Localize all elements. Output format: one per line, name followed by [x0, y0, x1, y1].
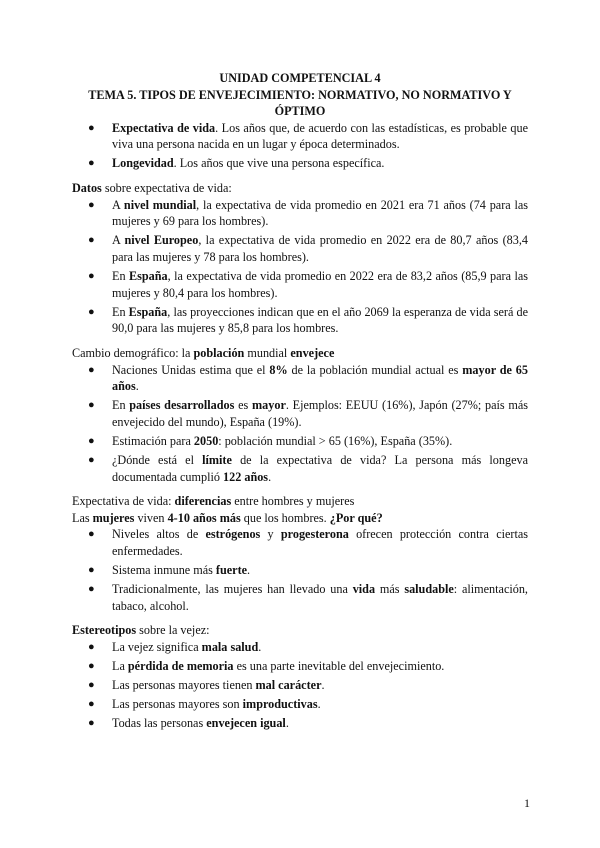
list-item: ● La pérdida de memoria es una parte inevitable del envejecimiento. — [88, 659, 445, 673]
datos-list — [72, 197, 528, 337]
list-item: ● A nivel mundial, la expectativa de vida promedio en 2021 era 71 años (74 para las mujeres y 69 para los hombres). — [88, 197, 528, 229]
term: Longevidad — [112, 156, 174, 171]
bullet-icon: ● — [88, 564, 95, 577]
bullet-icon: ● — [88, 157, 95, 170]
bullet-icon: ● — [88, 270, 95, 283]
bullet-icon: ● — [88, 583, 95, 596]
bullet-icon: ● — [88, 717, 95, 730]
page-number: 1 — [524, 796, 530, 810]
bullet-icon: ● — [88, 363, 95, 376]
list-item: ● Todas las personas envejecen igual. — [88, 716, 289, 731]
list-item: ● A nivel Europeo, la expectativa de vida promedio en 2022 era de 80,7 años (83,4 para las mujeres y 78 para los hombres). — [88, 233, 528, 264]
bullet-icon: ● — [88, 305, 95, 318]
stereotypes-heading: Estereotipos sobre la vejez: — [72, 623, 210, 638]
bullet-icon: ● — [88, 640, 95, 653]
term: Expectativa de vida — [112, 120, 216, 135]
bullet-icon: ● — [88, 198, 95, 211]
list-item: ● Tradicionalmente, las mujeres han llevado una vida más saludable: alimentación, tabaco, alcohol. — [88, 582, 528, 613]
list-item: ● Las personas mayores son improductivas. — [88, 697, 321, 712]
list-item: ● La vejez significa mala salud. — [88, 639, 262, 654]
bullet-icon: ● — [88, 660, 95, 672]
stereotypes-list — [72, 639, 528, 732]
list-item: ● Longevidad. Los años que vive una persona específica. — [88, 156, 385, 171]
page-content — [72, 70, 528, 734]
list-item: ● En España, la expectativa de vida promedio en 2022 era de 83,2 años (85,9 para las mujeres y 80,4 para los hombres). — [88, 269, 528, 300]
topic-title: TEMA 5. TIPOS DE ENVEJECIMIENTO: NORMATIVO, NO NORMATIVO Y — [88, 87, 512, 102]
bullet-icon: ● — [88, 698, 95, 711]
list-item: ● En países desarrollados es mayor. Ejemplos: EEUU (16%), Japón (27%; país más envejecido del mundo), España (19%). — [88, 398, 528, 429]
list-item: ● Niveles altos de estrógenos y progesterona ofrecen protección contra ciertas enfermedades. — [88, 527, 528, 558]
list-item: ● Expectativa de vida. Los años que, de acuerdo con las estadísticas, es probable que viva una persona nacida en un lugar y época determinados. — [88, 120, 528, 152]
list-item: ● Naciones Unidas estima que el 8% de la población mundial actual es mayor de 65 años. — [88, 362, 528, 394]
unit-title: UNIDAD COMPETENCIAL 4 — [219, 71, 381, 85]
differences-heading: Expectativa de vida: diferencias entre hombres y mujeres — [72, 494, 355, 509]
definitions-list — [72, 120, 528, 172]
bullet-icon: ● — [88, 234, 95, 247]
differences-list — [72, 526, 528, 614]
demographic-list — [72, 362, 528, 486]
bullet-icon: ● — [88, 679, 95, 692]
bullet-icon: ● — [88, 121, 95, 134]
list-item: ● En España, las proyecciones indican que en el año 2069 la esperanza de vida será de 90,0 para las mujeres y 85,8 para los hombres. — [88, 304, 528, 336]
list-item: ● ¿Dónde está el límite de la expectativa de vida? La persona más longeva documentada cumplió 122 años. — [88, 452, 528, 484]
bullet-icon: ● — [88, 528, 95, 541]
list-item: ● Estimación para 2050: población mundial > 65 (16%), España (35%). — [88, 433, 453, 448]
differences-intro: Las mujeres viven 4-10 años más que los hombres. ¿Por qué? — [72, 510, 383, 525]
topic-title-continued: ÓPTIMO — [274, 104, 326, 119]
list-item: ● Sistema inmune más fuerte. — [88, 563, 251, 578]
bullet-icon: ● — [88, 453, 95, 466]
bullet-icon: ● — [88, 434, 95, 447]
demographic-heading: Cambio demográfico: la población mundial envejece — [72, 345, 335, 360]
bullet-icon: ● — [88, 399, 95, 412]
datos-heading: Datos sobre expectativa de vida: — [72, 181, 232, 196]
list-item: ● Las personas mayores tienen mal carácter. — [88, 678, 325, 693]
